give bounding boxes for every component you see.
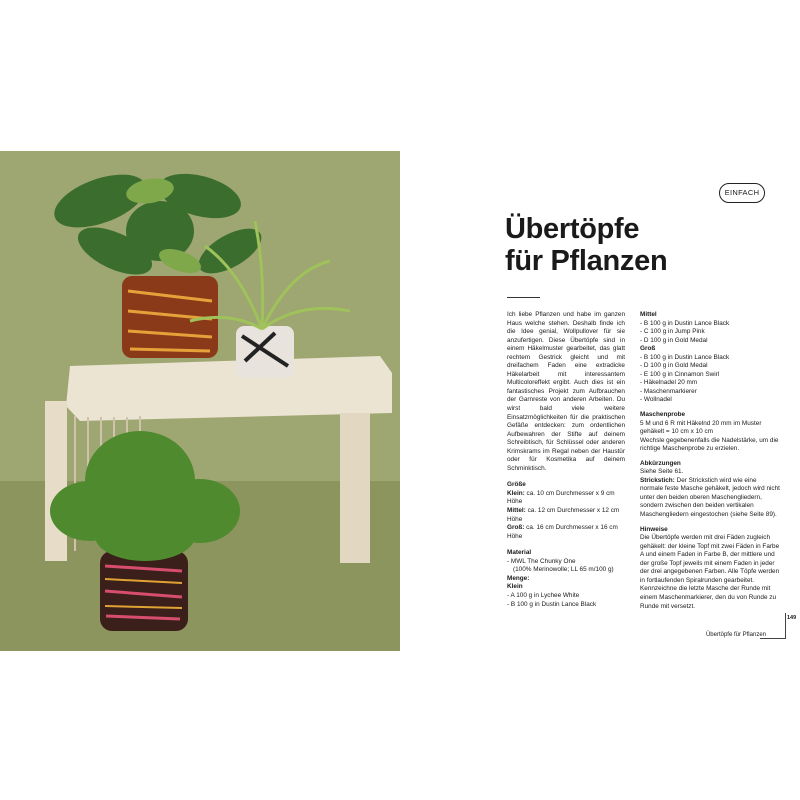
large-item: - Häkelnadel 20 mm xyxy=(640,379,698,387)
large-item: - B 100 g in Dustin Lance Black xyxy=(640,353,730,361)
title-rule xyxy=(507,297,540,298)
size-heading: Größe xyxy=(507,481,526,489)
medium-item: - B 100 g in Dustin Lance Black xyxy=(640,319,730,327)
abbreviations-stitch: Strickstich: Der Strickstich wird wie eine normale feste Masche gehäkelt, jedoch wird nicht unter den beiden oberen Maschengliedern, sondern zwischen den beiden vertikalen Maschengliedern eingestochen (siehe Seite 89). xyxy=(640,476,780,519)
large-item: - D 100 g in Gold Medal xyxy=(640,362,708,370)
abbreviations-ref: Siehe Seite 61. xyxy=(640,468,684,476)
size-small: Klein: ca. 10 cm Durchmesser x 9 cm Höhe xyxy=(507,489,615,506)
page-title xyxy=(505,213,667,277)
large-item: - E 100 g in Cinnamon Swirl xyxy=(640,370,720,378)
large-heading: Groß xyxy=(640,345,656,353)
abbreviations-heading: Abkürzungen xyxy=(640,459,681,467)
large-item: - Maschenmarkierer xyxy=(640,387,697,395)
plant-photo xyxy=(0,151,400,651)
gauge-text: 5 M und 6 R mit Häkelnd 20 mm im Muster gehäkelt = 10 cm x 10 cm xyxy=(640,419,762,436)
medium-item: - C 100 g in Jump Pink xyxy=(640,328,705,336)
recipe-page xyxy=(400,151,800,651)
text-column-1 xyxy=(507,311,625,609)
footer-rule-horizontal xyxy=(760,638,786,639)
small-item-a: - A 100 g in Lychee White xyxy=(507,591,580,599)
small-heading: Klein xyxy=(507,583,523,591)
title-line-1: Übertöpfe xyxy=(505,213,640,245)
intro-text: Ich liebe Pflanzen und habe im ganzen Haus welche stehen. Deshalb finde ich die Idee genial, Wollpullover für sie anzufertigen. Diese Übertöpfe sind in einem Häkelmuster gearbeitet, das glatt rechtem Gestrick gleicht und mit dreifachem Faden eine extradicke Häkelarbeit mit interessantem Multicoloreffekt ergibt. Auch dies ist ein fantastisches Projekt zum Aufbrauchen der Garnreste von anderen Arbeiten. Du wirst bald viele weitere Einsatzmöglichkeiten für die praktischen Gefäße entdecken: zum ordentlichen Aufbewahren der Stifte auf deinem Schreibtisch, für Schlüssel oder anderen Krimskrams im Regal neben der Haustür oder für Kosmetika auf deinem Schminktisch. xyxy=(507,311,625,472)
material-yarn: - MWL The Chunky One xyxy=(507,557,576,565)
title-line-2: für Pflanzen xyxy=(505,245,668,277)
large-item: - Wollnadel xyxy=(640,396,672,404)
text-column-2 xyxy=(640,311,780,611)
running-footer: Übertöpfe für Pflanzen xyxy=(705,632,766,638)
material-yarn-detail: (100% Merinowolle; LL 65 m/100 g) xyxy=(513,566,614,574)
size-large: Groß: ca. 16 cm Durchmesser x 16 cm Höhe xyxy=(507,524,618,540)
size-medium: Mittel: ca. 12 cm Durchmesser x 12 cm Höhe xyxy=(507,507,620,523)
notes-heading: Hinweise xyxy=(640,525,668,533)
notes-text: Die Übertöpfe werden mit drei Fäden zugleich gehäkelt: der kleine Topf mit zwei Fäden in Farbe A und einem Faden in Farbe B, der mittlere und der große Topf jeweils mit einem Faden in jeder der drei angegebenen Farben. Alle Töpfe werden in fortlaufenden Spiralrunden gearbeitet. Kennzeichne die letzte Masche der Runde mit einem Maschenmarkierer, den du von Runde zu Runde mit versetzt. xyxy=(640,534,780,610)
small-item-b: - B 100 g in Dustin Lance Black xyxy=(507,600,597,608)
material-heading: Material xyxy=(507,549,532,557)
page-number: 149 xyxy=(787,615,797,621)
medium-heading: Mittel xyxy=(640,311,657,318)
footer-rule-vertical xyxy=(785,613,786,639)
medium-item: - D 100 g in Gold Medal xyxy=(640,336,708,344)
gauge-heading: Maschenprobe xyxy=(640,411,686,419)
amount-heading: Menge: xyxy=(507,574,530,582)
difficulty-badge: EINFACH xyxy=(719,183,765,203)
gauge-note: Wechsle gegebenenfalls die Nadelstärke, um die richtige Maschenprobe zu erzielen. xyxy=(640,436,779,453)
